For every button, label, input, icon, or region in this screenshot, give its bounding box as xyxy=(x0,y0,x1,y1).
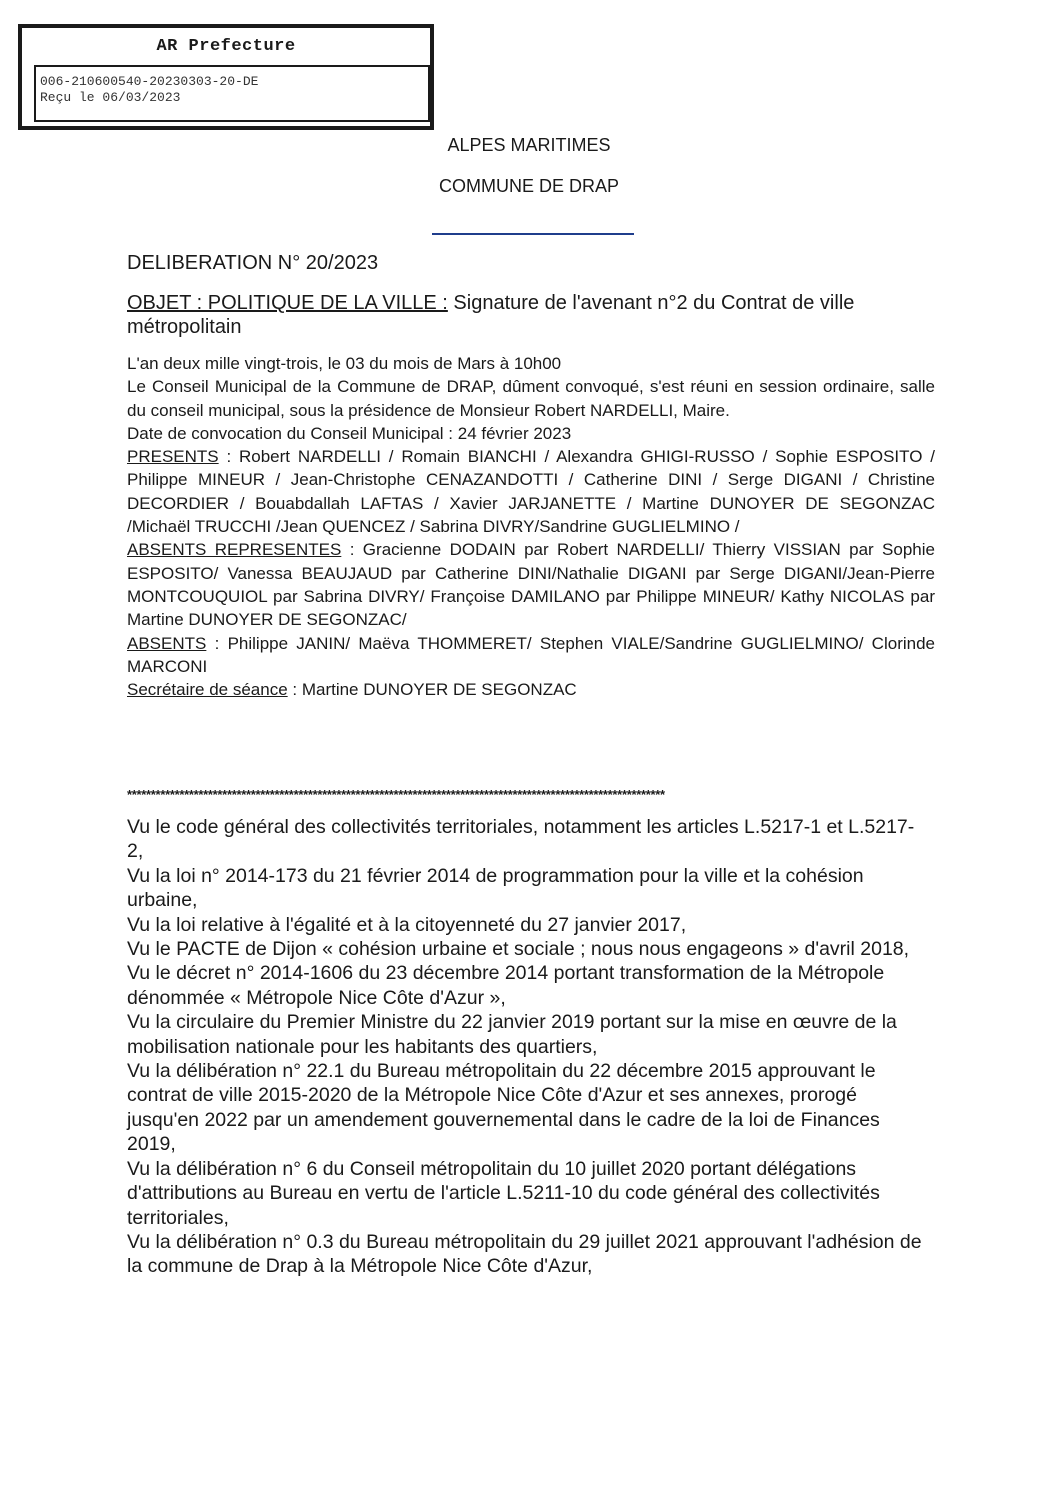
separator-line: ***************************************************************************************************************** xyxy=(127,787,665,802)
visa-item: Vu la délibération n° 22.1 du Bureau métropolitain du 22 décembre 2015 approuvant le contrat de ville 2015-2020 de la Métropole Nice Côte d'Azur et ses annexes, prorogé jusqu'en 2022 par un amendement gouvernemental dans le cadre de la loi de Finances 2019, xyxy=(127,1060,880,1156)
department-title: ALPES MARITIMES xyxy=(447,135,611,155)
commune-title: COMMUNE DE DRAP xyxy=(438,176,619,196)
represented-label: ABSENTS REPRESENTES xyxy=(127,540,342,560)
represented-paragraph xyxy=(127,538,935,631)
visa-item: Vu la délibération n° 6 du Conseil métropolitain du 10 juillet 2020 portant délégations d'attributions au Bureau en vertu de l'article L.5211-10 du code général des collectivités territoriales, xyxy=(127,1157,880,1229)
object-text: Signature de l'avenant n°2 du Contrat de ville métropolitain xyxy=(127,292,855,338)
secretary-paragraph xyxy=(127,678,935,701)
visa-item: Vu la circulaire du Premier Ministre du 22 janvier 2019 portant sur la mise en œuvre de la mobilisation nationale pour les habitants des quartiers, xyxy=(127,1011,897,1058)
visa-item: Vu la délibération n° 0.3 du Bureau métropolitain du 29 juillet 2021 approuvant l'adhésion de la commune de Drap à la Métropole Nice Côte d'Azur, xyxy=(127,1230,922,1278)
stamp-title: AR Prefecture xyxy=(156,37,296,56)
visas-list xyxy=(127,815,927,1279)
session-council: Le Conseil Municipal de la Commune de DRAP, dûment convoqué, s'est réuni en session ordinaire, salle du conseil municipal, sous la présidence de Monsieur Robert NARDELLI, Maire. xyxy=(127,377,935,420)
session-details xyxy=(127,352,935,701)
absents-paragraph xyxy=(127,632,935,679)
presents-paragraph xyxy=(127,445,935,538)
stamp-reference: 006-210600540-20230303-20-DE xyxy=(40,74,259,89)
visa-item: Vu le code général des collectivités territoriales, notamment les articles L.5217-1 et L.5217-2, xyxy=(127,816,915,863)
deliberation-object xyxy=(127,291,927,339)
object-label: OBJET : POLITIQUE DE LA VILLE : xyxy=(127,292,448,314)
deliberation-number: DELIBERATION N° 20/2023 xyxy=(127,252,379,274)
secretary-name: : Martine DUNOYER DE SEGONZAC xyxy=(287,680,577,700)
visa-item: Vu le décret n° 2014-1606 du 23 décembre 2014 portant transformation de la Métropole dénommée « Métropole Nice Côte d'Azur », xyxy=(127,962,885,1009)
represented-list: : Gracienne DODAIN par Robert NARDELLI/ Thierry VISSIAN par Sophie ESPOSITO/ Vanessa BEAUJAUD par Catherine DINI/Nathalie DIGANI par Serge DIGANI/Jean-Pierre MONTCOUQUIOL par Sabrina DIVRY/ Françoise DAMILANO par Philippe MINEUR/ Kathy NICOLAS par Martine DUNOYER DE SEGONZAC/ xyxy=(127,540,935,630)
prefecture-stamp xyxy=(18,24,434,130)
absents-label: ABSENTS xyxy=(127,633,207,653)
visa-item: Vu la loi n° 2014-173 du 21 février 2014 de programmation pour la ville et la cohésion urbaine, xyxy=(127,864,864,912)
presents-list: : Robert NARDELLI / Romain BIANCHI / Alexandra GHIGI-RUSSO / Sophie ESPOSITO / Philippe MINEUR / Jean-Christophe CENAZANDOTTI / Catherine DINI / Serge DIGANI / Christine DECORDIER / Bouabdallah LAFTAS / Xavier JARJANETTE / Martine DUNOYER DE SEGONZAC /Michaël TRUCCHI /Jean QUENCEZ / Sabrina DIVRY/Sandrine GUGLIELMINO / xyxy=(127,447,935,537)
secretary-label: Secrétaire de séance xyxy=(127,680,288,700)
session-date: L'an deux mille vingt-trois, le 03 du mois de Mars à 10h00 xyxy=(127,354,562,373)
visa-item: Vu le PACTE de Dijon « cohésion urbaine et sociale ; nous nous engageons » d'avril 2018, xyxy=(127,938,910,961)
presents-label: PRESENTS xyxy=(127,447,219,467)
stamp-received-date: Reçu le 06/03/2023 xyxy=(40,90,181,105)
header-divider xyxy=(432,233,634,235)
absents-list: : Philippe JANIN/ Maëva THOMMERET/ Stephen VIALE/Sandrine GUGLIELMINO/ Clorinde MARCONI xyxy=(127,633,935,676)
visa-item: Vu la loi relative à l'égalité et à la citoyenneté du 27 janvier 2017, xyxy=(127,913,687,936)
stamp-details xyxy=(34,65,430,122)
session-convocation: Date de convocation du Conseil Municipal : 24 février 2023 xyxy=(127,423,572,443)
